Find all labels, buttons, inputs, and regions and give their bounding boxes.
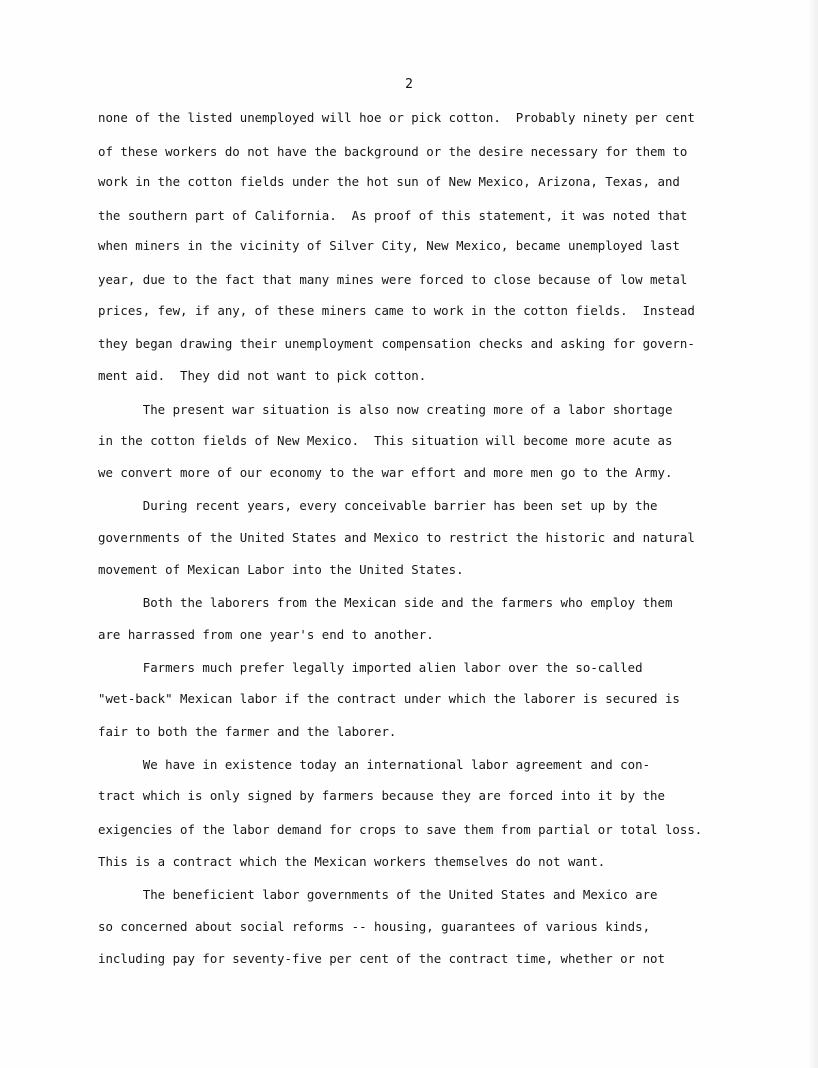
- text-line: This is a contract which the Mexican workers themselves do not want.: [98, 854, 606, 869]
- text-line: We have in existence today an international labor agreement and con-: [98, 757, 651, 772]
- text-line: we convert more of our economy to the war effort and more men go to the Army.: [98, 465, 673, 480]
- text-line: none of the listed unemployed will hoe or pick cotton. Probably ninety per cent: [98, 110, 695, 125]
- text-line: the southern part of California. As proof of this statement, it was noted that: [98, 208, 688, 223]
- text-line: ment aid. They did not want to pick cotton.: [98, 368, 427, 383]
- page-edge-shadow: [808, 0, 818, 1068]
- text-line: During recent years, every conceivable barrier has been set up by the: [98, 498, 658, 513]
- page-number: 2: [405, 77, 413, 92]
- text-line: including pay for seventy-five per cent of the contract time, whether or not: [98, 951, 665, 966]
- text-line: exigencies of the labor demand for crops to save them from partial or total loss.: [98, 822, 703, 837]
- text-line: "wet-back" Mexican labor if the contract under which the laborer is secured is: [98, 691, 680, 706]
- text-line: in the cotton fields of New Mexico. This situation will become more acute as: [98, 433, 673, 448]
- text-line: governments of the United States and Mexico to restrict the historic and natural: [98, 530, 695, 545]
- text-line: The beneficient labor governments of the United States and Mexico are: [98, 887, 658, 902]
- text-line: Both the laborers from the Mexican side and the farmers who employ them: [98, 595, 673, 610]
- text-line: when miners in the vicinity of Silver City, New Mexico, became unemployed last: [98, 238, 680, 253]
- text-line: so concerned about social reforms -- housing, guarantees of various kinds,: [98, 919, 651, 934]
- text-line: tract which is only signed by farmers because they are forced into it by the: [98, 788, 665, 803]
- text-line: The present war situation is also now creating more of a labor shortage: [98, 402, 673, 417]
- text-line: prices, few, if any, of these miners came to work in the cotton fields. Instead: [98, 303, 695, 318]
- text-line: are harrassed from one year's end to another.: [98, 627, 434, 642]
- text-line: they began drawing their unemployment compensation checks and asking for govern-: [98, 336, 695, 351]
- text-line: of these workers do not have the background or the desire necessary for them to: [98, 144, 688, 159]
- text-line: Farmers much prefer legally imported alien labor over the so-called: [98, 660, 643, 675]
- text-line: year, due to the fact that many mines were forced to close because of low metal: [98, 272, 688, 287]
- text-line: movement of Mexican Labor into the United States.: [98, 562, 464, 577]
- text-line: fair to both the farmer and the laborer.: [98, 724, 397, 739]
- text-line: work in the cotton fields under the hot sun of New Mexico, Arizona, Texas, and: [98, 174, 680, 189]
